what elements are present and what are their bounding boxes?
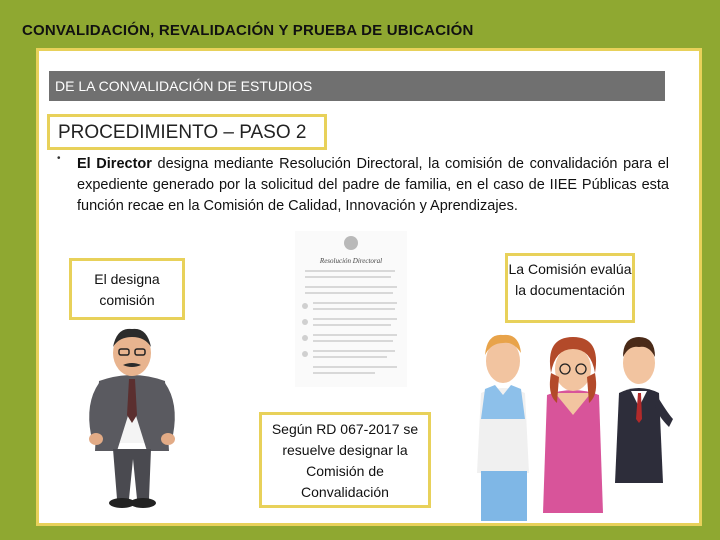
slide-title: CONVALIDACIÓN, REVALIDACIÓN Y PRUEBA DE UBICACIÓN — [22, 22, 474, 39]
commission-illustration — [473, 323, 673, 523]
content-panel — [36, 48, 702, 526]
director-callout: El designa comisión — [69, 258, 185, 320]
commission-callout: La Comisión evalúa la documentación — [505, 253, 635, 323]
resolution-document-image — [295, 231, 407, 387]
step-title: PROCEDIMIENTO – PASO 2 — [47, 114, 327, 150]
document-heading: Resolución Directoral — [319, 257, 383, 265]
bullet-icon: • — [57, 153, 61, 164]
paragraph-text: designa mediante Resolución Directoral, la comisión de convalidación para el expediente generado por la solicitud del padre de familia, en el caso de IIEE Públicas esta función recae en la Comisión de Calidad, Innovación y Aprendizajes. — [77, 156, 669, 214]
resolution-callout: Según RD 067-2017 se resuelve designar la Comisión de Convalidación — [259, 412, 431, 508]
section-title: DE LA CONVALIDACIÓN DE ESTUDIOS — [49, 71, 665, 101]
director-illustration — [77, 323, 187, 511]
procedure-paragraph — [77, 154, 669, 217]
paragraph-lead: El Director — [77, 156, 152, 172]
